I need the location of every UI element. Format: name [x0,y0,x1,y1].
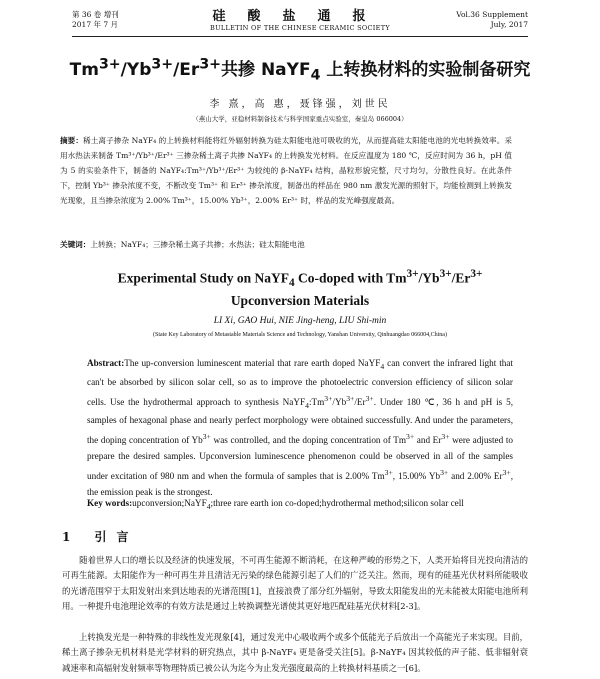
keywords-en: Key words:upconversion;NaYF$_4$;three rare earth ion co-doped;hydrothermal method;silicon solar cell [87,498,464,511]
title-cn: $Tm^{3+}/Yb^{3+}/Er^{3+}$共掺 NaYF$_4$ 上转换材料的实验制备研究 [69,56,531,84]
title-en: Experimental Study on NaYF$_4$ Co-doped with $Tm^{3+}/Yb^{3+}/Er^{3+}$ Upconversion Materials [117,268,483,309]
journal-name-en: BULLETIN OF THE CHINESE CERAMIC SOCIETY [210,24,390,32]
header-volume-en: Vol.36 Supplement July, 2017 [456,10,528,29]
authors-cn: 李 熹，高 惠，聂锋强，刘世民 [209,99,391,110]
authors-en: LI Xi, GAO Hui, NIE Jing-heng, LIU Shi-min [213,316,387,326]
intro-paragraph-1: 随着世界人口的增长以及经济的快速发展，不可再生能源不断消耗，在这种严峻的形势之下，人类开始将目光投向清洁的可再生能源。太阳能作为一种可再生并且清洁无污染的绿色能源引起了人们的广泛关注。然而，现有的硅基光伏材料所能吸收的光谱范围窄于太阳发射出来到达地表的光谱范围[1]，直接浪费了部分红外辐射，导致太阳能发出的光未能被太阳能电池所利用。一种提升电池理论效率的有效方法是通过上转换调整光谱使其更好地匹配硅基光伏材料[2-3]。 [62,555,528,612]
affiliation-cn: （燕山大学，亚稳材料制备技术与科学国家重点实验室，秦皇岛 066004） [192,115,408,123]
header-journal [190,10,410,33]
section-heading-introduction: 1 引言 [62,530,139,544]
header-rule [72,36,528,37]
journal-name-cn: 硅酸盐通报 [212,9,388,24]
abstract-cn: 摘要：稀土离子掺杂 NaYF₄ 的上转换材料能将红外辐射转换为硅太阳能电池可吸收的光，从而提高硅太阳能电池的光电转换效率。采用水热法来制备 Tm³⁺/Yb³⁺/Er³⁺ 三掺杂稀土离子共掺 NaYF₄ 的上转换发光材料。在反应温度为 180 ℃，反应时间为 36 h，pH 值为 5 的实验条件下，制备的 NaYF₄:Tm³⁺/Yb³⁺/Er³⁺ 为较纯的 β-NaYF₄ 结构，晶粒形貌完整，尺寸均匀，分散性良好。在此条件下，控制 Yb³⁺ 掺杂浓度不变，不断改变 Tm³⁺ 和 Er³⁺ 掺杂浓度，制备出的样品在 980 nm 激发光源的照射下，均能检测到上转换发光现象，且当掺杂浓度为 2.00% Tm³⁺，15.00% Yb³⁺，2.00% Er³⁺ 时，样品的发光峰强度最高。 [60,136,513,205]
running-header [72,10,528,36]
affiliation-en: (State Key Laboratory of Metastable Materials Science and Technology, Yanshan University, Qinhuangdao 066004,China) [153,332,447,338]
abstract-en: Abstract:The up-conversion luminescent material that rare earth doped NaYF$_4$ can convert the infrared light that can't be absorbed by silicon solar cell, so as to improve the photoelectric conversion efficiency of silicon solar cells. Use the hydrothermal approach to synthesis $NaYF_4:Tm^{3+}/Yb^{3+}/Er^{3+}$. Under 180 ℃, 36 h and pH is 5, samples of hexagonal phase and nearly perfect morphology were obtained successfully. And under the parameters, the doping concentration of $Yb^{3+}$ was controlled, and the doping concentration of $Tm^{3+}$ and $Er^{3+}$ were adjusted to prepare the desired samples. Upconversion luminescence phenomenon could be observed in all of the samples under excitation of 980 nm and when the formula of samples that is 2.00% $Tm^{3+}$, 15.00% $Yb^{3+}$ and 2.00% $Er^{3+}$, the emission peak is the strongest. [87,358,514,498]
intro-paragraph-2: 上转换发光是一种特殊的非线性发光现象[4]，通过发光中心吸收两个或多个低能光子后放出一个高能光子来实现。目前，稀土离子掺杂无机材料是光学材料的研究热点，其中 β-NaYF₄ 更是备受关注[5]。β-NaYF₄ 因其较低的声子能、低非辐射衰减速率和高辐射发射频率等物理特质已被公认为迄今为止发光强度最高的上转换材料基质之一[6]。 [62,632,528,673]
header-volume-cn: 第 36 卷 增刊 2017 年 7 月 [72,10,119,29]
keywords-cn: 关键词：上转换；NaYF₄；三掺杂稀土离子共掺；水热法；硅太阳能电池 [60,240,305,249]
